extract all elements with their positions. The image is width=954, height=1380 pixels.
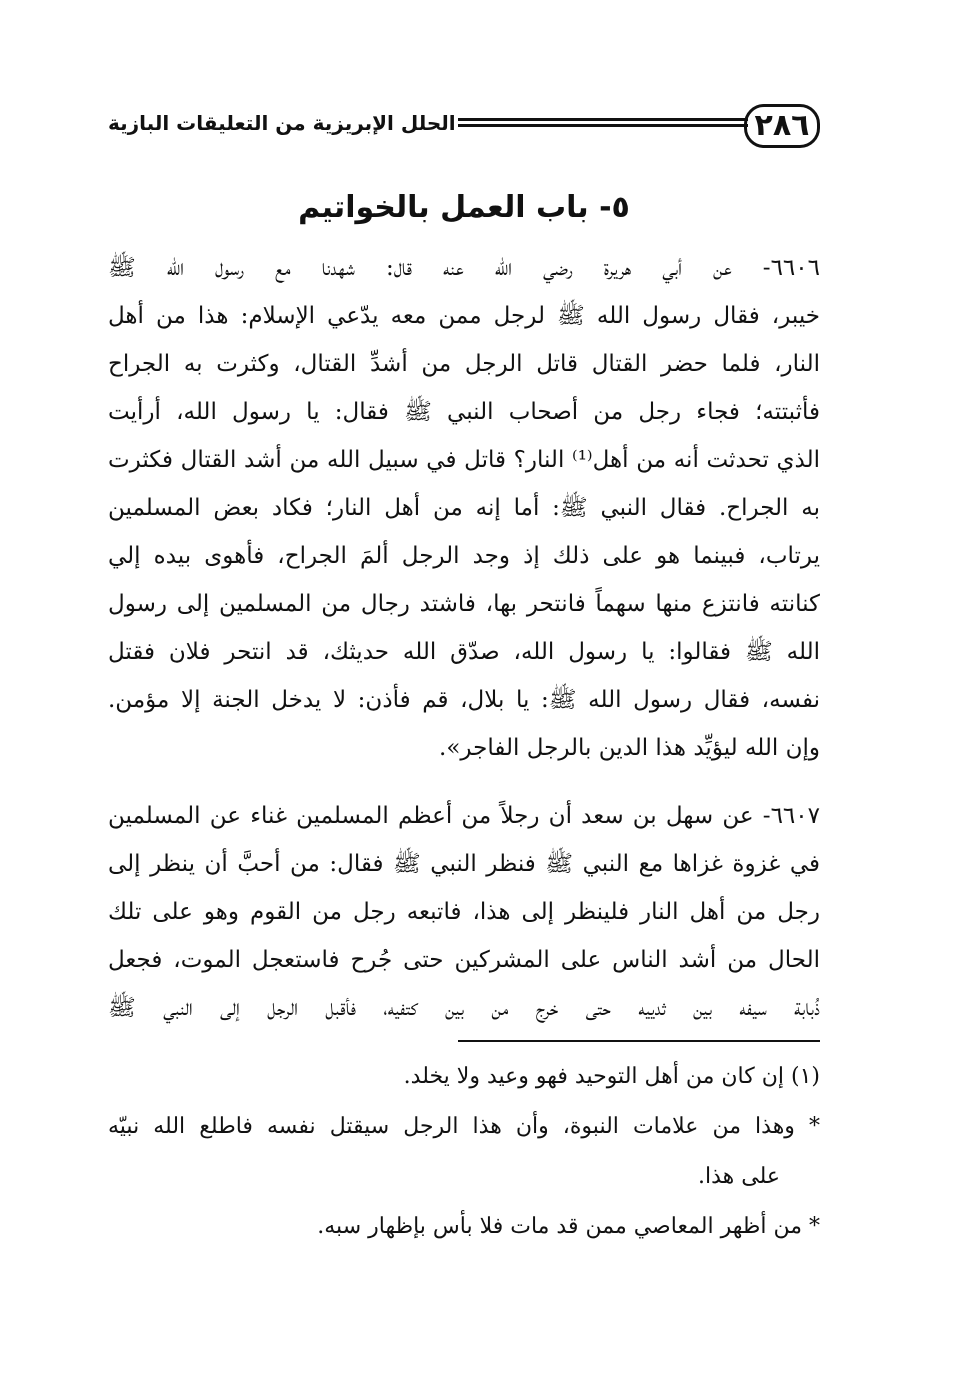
text-line: ٦٦٠٦- عن أبي هريرة رضي الله عنه قال: شهدنا مع رسول الله ﷺ (108, 255, 820, 281)
text-line: خيبر، فقال رسول الله ﷺ لرجل ممن معه يدّعي الإسلام: هذا من أهل (108, 303, 820, 329)
text-line: فأثبتته؛ فجاء رجل من أصحاب النبي ﷺ فقال: يا رسول الله، أرأيت (108, 399, 820, 425)
page-header (108, 102, 820, 154)
text-line: النار، فلما حضر القتال قاتل الرجل من أشدِّ القتال، وكثرت به الجراح (108, 351, 820, 377)
footnote-separator (458, 1040, 820, 1042)
footnote-3: * من أظهر المعاصي ممن قد مات فلا بأس بإظهار سبه. (317, 1214, 820, 1239)
hadith-6607 (108, 792, 820, 1032)
footnotes (108, 1052, 820, 1252)
header-double-rule (458, 118, 748, 127)
text-line: الله ﷺ فقالوا: يا رسول الله، صدّق الله حديثك، قد انتحر فلان فقتل (108, 639, 820, 665)
chapter-title: ٥- باب العمل بالخواتيم (298, 190, 630, 225)
text-line: رجل من أهل النار فلينظر إلى هذا، فاتبعه رجل من القوم وهو على تلك (108, 899, 820, 925)
footnote-2: * وهذا من علامات النبوة، وأن هذا الرجل سيقتل نفسه فاطلع الله نبيّه (108, 1114, 820, 1139)
text-line: وإن الله ليؤيِّد هذا الدين بالرجل الفاجر». (439, 735, 820, 761)
page-number: ٢٨٦ (744, 104, 820, 148)
text-line: الذي تحدثت أنه من أهل⁽¹⁾ النار؟ قاتل في سبيل الله من أشد القتال فكثرت (108, 447, 821, 473)
running-title: الحلل الإبريزية من التعليقات البازية (108, 111, 456, 135)
footnote-1: (١) إن كان من أهل التوحيد فهو وعيد ولا يخلد. (403, 1064, 820, 1089)
text-line: في غزوة غزاها مع النبي ﷺ فنظر النبي ﷺ فقال: من أحبَّ أن ينظر إلى (108, 851, 820, 877)
footnote-2-continuation: على هذا. (698, 1164, 780, 1189)
text-line: به الجراح. فقال النبي ﷺ: أما إنه من أهل النار؛ فكاد بعض المسلمين (108, 495, 820, 521)
hadith-6606 (108, 244, 820, 772)
text-line: نفسه، فقال رسول الله ﷺ: يا بلال، قم فأذن: لا يدخل الجنة إلا مؤمن. (108, 687, 820, 713)
text-line: يرتاب، فبينما هو على ذلك إذ وجد الرجل ألمَ الجراح، فأهوى بيده إلي (108, 543, 820, 569)
text-line: ذُبابة سيفه بين ثدييه حتى خرج من بين كتفيه، فأقبل الرجل إلى النبي ﷺ (108, 995, 820, 1021)
text-line: ٦٦٠٧- عن سهل بن سعد أن رجلاً من أعظم المسلمين غناء عن المسلمين (108, 803, 820, 829)
text-line: الحال من أشد الناس على المشركين حتى جُرح فاستعجل الموت، فجعل (108, 947, 820, 973)
text-line: كنانته فانتزع منها سهماً فانتحر بها، فاشتد رجال من المسلمين إلى رسول (108, 591, 820, 617)
